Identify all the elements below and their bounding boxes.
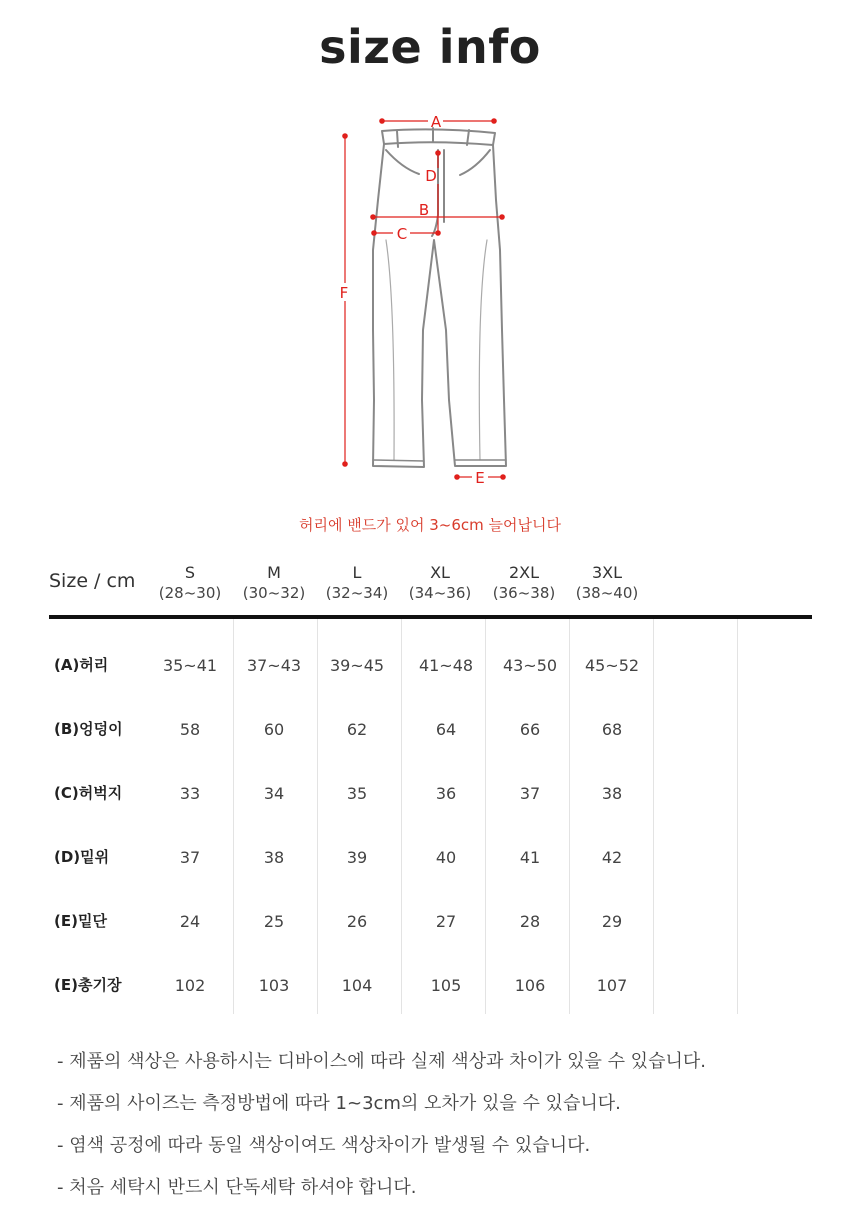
table-cell: 66 xyxy=(519,720,541,739)
table-cell: 28 xyxy=(519,912,541,931)
table-cell: 64 xyxy=(435,720,457,739)
pants-outline xyxy=(373,128,506,467)
column-divider xyxy=(653,619,654,1014)
product-notes xyxy=(57,1048,706,1216)
table-cell: 43~50 xyxy=(502,656,558,675)
size-range: (38~40) xyxy=(575,584,639,602)
size-header-l xyxy=(317,563,397,603)
size-header-2xl xyxy=(484,563,564,603)
table-cell: 38 xyxy=(601,784,623,803)
note-item: - 제품의 색상은 사용하시는 디바이스에 따라 실제 색상과 차이가 있을 수 있습니다. xyxy=(57,1051,706,1072)
table-cell: 37~43 xyxy=(246,656,302,675)
size-code: XL xyxy=(430,563,450,582)
table-cell: 41 xyxy=(519,848,541,867)
table-cell: 39 xyxy=(346,848,368,867)
label-b: B xyxy=(418,201,430,219)
label-c: C xyxy=(396,225,408,243)
table-cell: 105 xyxy=(430,976,462,995)
pants-diagram xyxy=(320,105,540,500)
table-cell: 45~52 xyxy=(584,656,640,675)
table-cell: 37 xyxy=(519,784,541,803)
table-header-rule xyxy=(49,615,812,619)
table-cell: 27 xyxy=(435,912,457,931)
table-cell: 35~41 xyxy=(162,656,218,675)
table-cell: 25 xyxy=(263,912,285,931)
size-unit-label: Size / cm xyxy=(49,570,136,592)
row-label-rise: (D)밑위 xyxy=(54,848,110,866)
size-header-s xyxy=(150,563,230,603)
size-header-xl xyxy=(400,563,480,603)
size-range: (36~38) xyxy=(492,584,556,602)
size-code: 2XL xyxy=(508,563,540,582)
label-a: A xyxy=(430,113,442,131)
table-cell: 35 xyxy=(346,784,368,803)
row-label-waist: (A)허리 xyxy=(54,656,109,674)
measurement-labels xyxy=(340,113,485,487)
column-divider xyxy=(317,619,318,1014)
column-divider xyxy=(485,619,486,1014)
label-f: F xyxy=(339,284,349,302)
table-cell: 68 xyxy=(601,720,623,739)
table-cell: 33 xyxy=(179,784,201,803)
size-header-m xyxy=(234,563,314,603)
size-code: 3XL xyxy=(591,563,623,582)
table-cell: 103 xyxy=(258,976,290,995)
size-code: L xyxy=(352,563,362,582)
table-cell: 60 xyxy=(263,720,285,739)
table-cell: 102 xyxy=(174,976,206,995)
table-cell: 62 xyxy=(346,720,368,739)
size-range: (30~32) xyxy=(242,584,306,602)
table-cell: 24 xyxy=(179,912,201,931)
table-cell: 39~45 xyxy=(329,656,385,675)
size-range: (34~36) xyxy=(408,584,472,602)
size-range: (32~34) xyxy=(325,584,389,602)
table-cell: 36 xyxy=(435,784,457,803)
note-item: - 제품의 사이즈는 측정방법에 따라 1~3cm의 오차가 있을 수 있습니다. xyxy=(57,1093,621,1114)
table-cell: 40 xyxy=(435,848,457,867)
column-divider xyxy=(401,619,402,1014)
table-cell: 38 xyxy=(263,848,285,867)
table-cell: 29 xyxy=(601,912,623,931)
waist-band-note: 허리에 밴드가 있어 3~6cm 늘어납니다 xyxy=(299,516,561,534)
table-cell: 104 xyxy=(341,976,373,995)
table-cell: 107 xyxy=(596,976,628,995)
size-range: (28~30) xyxy=(158,584,222,602)
note-item: - 염색 공정에 따라 동일 색상이여도 색상차이가 발생될 수 있습니다. xyxy=(57,1135,591,1156)
column-divider xyxy=(569,619,570,1014)
row-label-hem: (E)밑단 xyxy=(54,912,107,930)
label-e: E xyxy=(475,469,485,487)
table-cell: 26 xyxy=(346,912,368,931)
table-cell: 41~48 xyxy=(418,656,474,675)
note-item: - 처음 세탁시 반드시 단독세탁 하셔야 합니다. xyxy=(57,1177,417,1198)
size-header-3xl xyxy=(567,563,647,603)
page-title: size info xyxy=(319,20,541,74)
row-label-hip: (B)엉덩이 xyxy=(54,720,123,738)
label-d: D xyxy=(425,167,437,185)
table-cell: 34 xyxy=(263,784,285,803)
table-cell: 58 xyxy=(179,720,201,739)
size-code: S xyxy=(184,563,196,582)
column-divider xyxy=(233,619,234,1014)
column-divider xyxy=(737,619,738,1014)
row-label-total-length: (E)총기장 xyxy=(54,976,122,994)
size-code: M xyxy=(267,563,281,582)
table-cell: 37 xyxy=(179,848,201,867)
table-cell: 42 xyxy=(601,848,623,867)
table-cell: 106 xyxy=(514,976,546,995)
row-label-thigh: (C)허벅지 xyxy=(54,784,123,802)
